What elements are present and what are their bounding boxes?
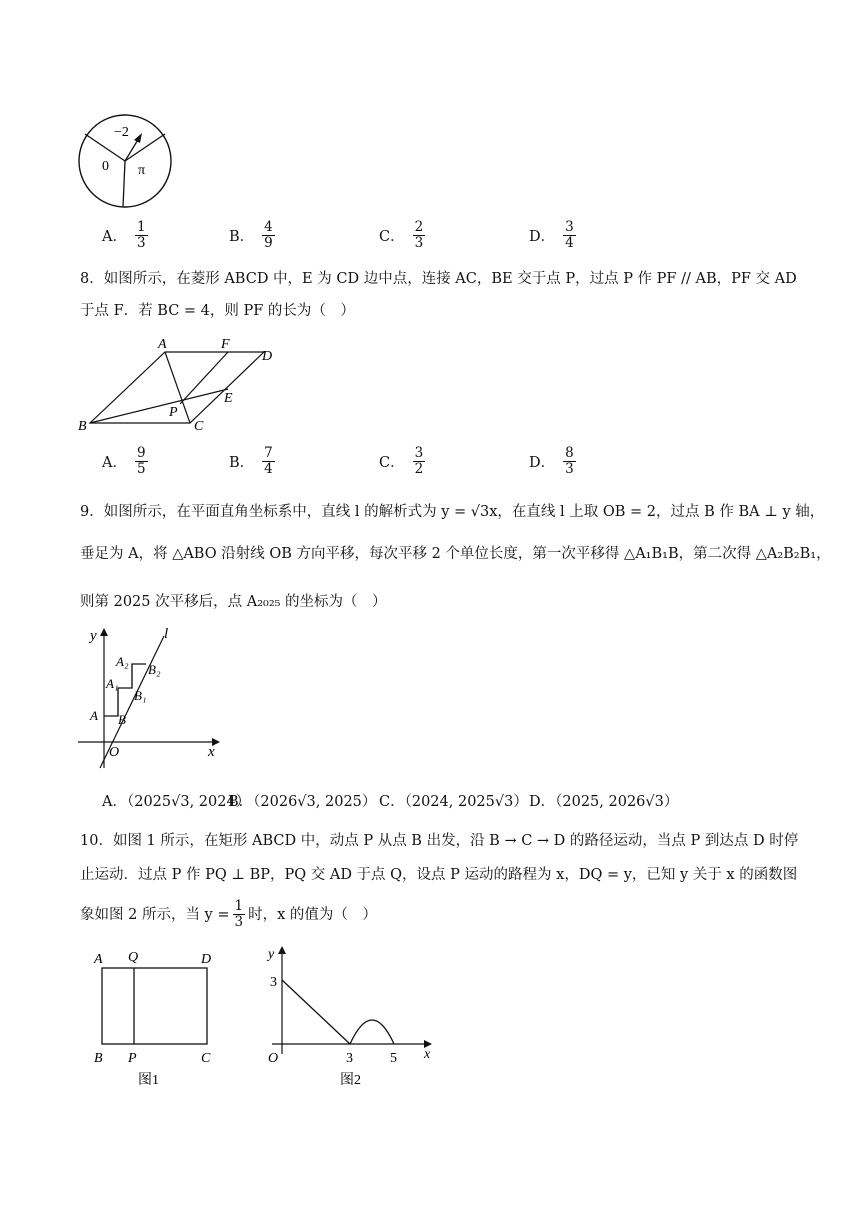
rect-label-p: P (128, 1051, 137, 1066)
q9-option-c: C．（2024, 2025√3） (379, 794, 528, 810)
rhombus-label-b: B (78, 419, 87, 434)
graph-label-o: O (268, 1051, 279, 1066)
coord-label-y: y (90, 628, 97, 644)
coordinate-figure (76, 622, 226, 772)
coord-label-a: A (90, 708, 98, 723)
q9-text-line2: 垂足为 A，将 △ABO 沿射线 OB 方向平移，每次平移 2 个单位长度，第一次平移得 △A₁B₁B，第二次得 △A₂B₂B₁， (80, 546, 831, 562)
q7-option-c: C． $\frac{2}{3}$ (379, 219, 424, 251)
rect-label-d: D (201, 952, 212, 967)
q8-option-b: B． $\frac{7}{4}$ (229, 445, 273, 477)
graph-label-3y: 3 (270, 975, 277, 990)
q8-text-line2: 于点 F．若 BC = 4，则 PF 的长为（ ） (80, 303, 355, 319)
coord-label-o: O (109, 745, 120, 760)
graph-label-x: x (424, 1047, 431, 1062)
graph-label-3x: 3 (346, 1051, 353, 1066)
coord-label-a2: A₂ (116, 654, 129, 669)
q9-option-a: A．（2025√3, 2024） (102, 794, 251, 810)
function-graph-figure (256, 940, 442, 1090)
q10-text-line2: 止运动．过点 P 作 PQ ⊥ BP，PQ 交 AD 于点 Q，设点 P 运动的路程为 x，DQ = y，已知 y 关于 x 的函数图 (80, 867, 798, 883)
q10-text-line3: 象如图 2 所示，当 y = $\frac{1}{3}$ 时，x 的值为（ ） (80, 898, 377, 930)
spinner-figure (76, 112, 174, 210)
figure2-caption: 图2 (340, 1073, 361, 1088)
coord-label-b: B (118, 712, 126, 727)
figure1-caption: 图1 (138, 1073, 159, 1086)
q7-option-b: B． $\frac{4}{9}$ (229, 219, 273, 251)
rhombus-figure (76, 334, 286, 438)
rect-label-a: A (94, 952, 103, 967)
coord-label-x: x (208, 744, 215, 760)
rhombus-label-d: D (262, 349, 273, 364)
graph-label-5x: 5 (390, 1051, 397, 1066)
coord-label-l: l (164, 626, 169, 642)
q9-option-b: B．（2026√3, 2025） (228, 794, 377, 810)
rhombus-label-f: F (221, 337, 230, 352)
q8-option-a: A． $\frac{9}{5}$ (102, 445, 146, 477)
coord-label-b1: B₁ (134, 688, 147, 703)
q8-option-d: D． $\frac{8}{3}$ (529, 445, 574, 477)
q8-option-c: C． $\frac{3}{2}$ (379, 445, 424, 477)
coord-label-a1: A₁ (106, 676, 119, 691)
spinner-label-0: 0 (102, 159, 109, 174)
q10-text-line1: 10．如图 1 所示，在矩形 ABCD 中，动点 P 从点 B 出发，沿 B → C → D 的路径运动，当点 P 到达点 D 时停 (80, 833, 799, 849)
rhombus-label-c: C (194, 419, 204, 434)
rhombus-label-p: P (169, 405, 178, 420)
rect-label-q: Q (128, 950, 139, 965)
q9-text-line3: 则第 2025 次平移后，点 A₂₀₂₅ 的坐标为（ ） (80, 594, 387, 610)
rectangle-figure (88, 946, 228, 1086)
q7-option-a: A． $\frac{1}{3}$ (102, 219, 146, 251)
rect-label-b: B (94, 1051, 103, 1066)
spinner-label-neg2: −2 (114, 125, 129, 140)
coord-label-b2: B₂ (148, 662, 161, 677)
q8-text-line1: 8．如图所示，在菱形 ABCD 中，E 为 CD 边中点，连接 AC，BE 交于点 P，过点 P 作 PF // AB，PF 交 AD (80, 271, 797, 287)
graph-label-y: y (268, 947, 275, 962)
rhombus-label-a: A (158, 337, 167, 352)
q9-text-line1: 9．如图所示，在平面直角坐标系中，直线 l 的解析式为 y = √3x，在直线 l 上取 OB = 2，过点 B 作 BA ⊥ y 轴， (80, 504, 825, 520)
q7-option-d: D． $\frac{3}{4}$ (529, 219, 574, 251)
rect-label-c: C (201, 1051, 211, 1066)
spinner-label-pi: π (138, 163, 146, 178)
q9-option-d: D．（2025, 2026√3） (529, 794, 679, 810)
rhombus-label-e: E (224, 391, 233, 406)
